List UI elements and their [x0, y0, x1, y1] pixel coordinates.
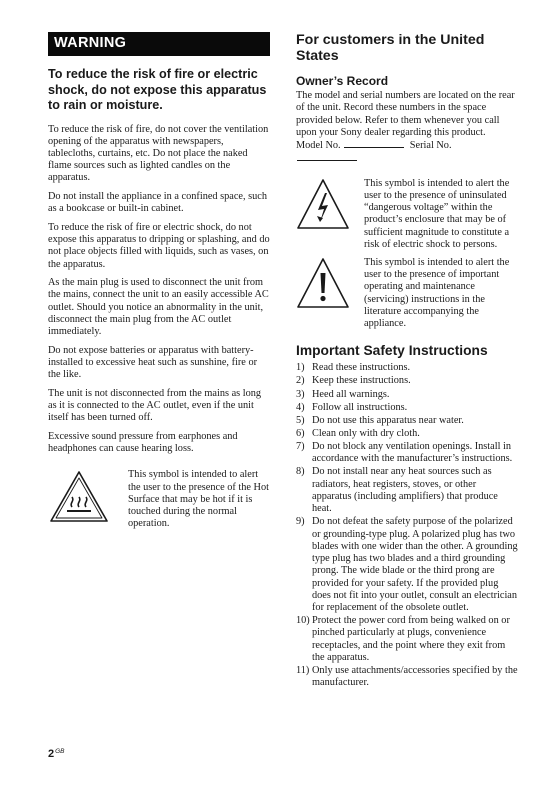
- item-text: Protect the power cord from being walked on or pinched particularly at plugs, convenience receptacles, and the point where they exit from the apparatus.: [312, 615, 510, 663]
- owners-record-heading: Owner’s Record: [296, 74, 389, 88]
- list-item: [296, 375, 518, 387]
- item-text: Do not install near any heat sources such as radiators, heat registers, stoves, or other apparatus (including amplifiers) that produce heat.: [312, 466, 498, 515]
- item-number: 5): [296, 414, 305, 426]
- item-text: Do not defeat the safety purpose of the polarized or grounding-type plug. A polarized plug has two blades with one wider than the other. A grounding type plug has two blades and a third grounding prong. The wide blade or the third prong are provided for your safety. If the provided plug does not fit into your outlet, consult an electrician for replacement of the obsolete outlet.: [312, 516, 518, 614]
- left-column: [48, 32, 270, 530]
- right-column: [296, 32, 518, 691]
- item-number: 7): [296, 441, 305, 453]
- owners-record-text: The model and serial numbers are located on the rear of the unit. Record these numbers in the space provided below. Refer to them whenever you call upon your Sony dealer regarding this product.: [296, 90, 515, 138]
- dangerous-voltage-notice: [296, 178, 518, 251]
- item-number: 8): [296, 466, 305, 478]
- warning-heading: To reduce the risk of fire or electric shock, do not expose this apparatus to rain or moisture.: [48, 67, 267, 112]
- model-label: Model No.: [296, 140, 341, 152]
- list-item: [296, 389, 518, 401]
- serial-label: Serial No.: [409, 140, 452, 152]
- lightning-bolt-warning-icon: [296, 178, 364, 239]
- item-text: Do not block any ventilation openings. Install in accordance with the manufacturer’s instructions.: [312, 441, 513, 465]
- warning-paragraph: Do not install the appliance in a confined space, such as a bookcase or built-in cabinet.: [48, 191, 268, 215]
- safety-instructions-list: [296, 362, 518, 689]
- item-number: 2): [296, 375, 305, 387]
- warning-banner: WARNING: [48, 32, 270, 56]
- item-number: 3): [296, 388, 305, 400]
- serial-number-blank: [297, 152, 357, 161]
- item-text: Clean only with dry cloth.: [312, 427, 420, 439]
- item-text: Read these instructions.: [312, 362, 411, 374]
- model-number-blank: [344, 139, 404, 148]
- warning-paragraph: As the main plug is used to disconnect the unit from the mains, connect the unit to an easily accessible AC outlet. Should you notice an abnormality in the unit, disconnect the main plug from the AC outlet immediately.: [48, 277, 269, 338]
- warning-paragraph: To reduce the risk of fire, do not cover the ventilation opening of the apparatus with newspapers, tablecloths, curtains, etc. Do not place the naked flame sources such as lighted candles on the apparatus.: [48, 123, 269, 184]
- list-item: [296, 615, 518, 664]
- list-item: [296, 415, 518, 427]
- page-number-value: 2: [48, 748, 55, 760]
- list-item: [296, 466, 518, 515]
- item-number: 10): [296, 615, 310, 627]
- item-number: 4): [296, 401, 305, 413]
- exclamation-warning-icon: [296, 257, 364, 318]
- item-text: Follow all instructions.: [312, 401, 408, 413]
- hot-surface-text: This symbol is intended to alert the user to the presence of the Hot Surface that may be hot if it is touched during the normal operation.: [128, 469, 269, 530]
- item-text: Heed all warnings.: [312, 388, 390, 400]
- item-number: 1): [296, 362, 305, 374]
- item-text: Keep these instructions.: [312, 375, 411, 387]
- list-item: [296, 402, 518, 414]
- hot-surface-warning-icon: [48, 469, 128, 530]
- list-item: [296, 362, 518, 374]
- item-text: Only use attachments/accessories specified by the manufacturer.: [312, 665, 518, 689]
- dangerous-voltage-text: This symbol is intended to alert the user to the presence of uninsulated “dangerous voltage” within the product’s enclosure that may be of sufficient magnitude to constitute a risk of electric shock to persons.: [364, 177, 510, 250]
- model-serial-line: [296, 139, 518, 166]
- page-number-suffix: GB: [55, 748, 65, 755]
- important-instructions-notice: [296, 257, 518, 330]
- hot-surface-notice: [48, 469, 270, 530]
- item-number: 11): [296, 665, 310, 677]
- safety-instructions-heading: Important Safety Instructions: [296, 343, 488, 359]
- important-instructions-text: This symbol is intended to alert the user to the presence of important operating and maintenance (servicing) instructions in the literature accompanying the appliance.: [364, 257, 510, 330]
- warning-paragraph: The unit is not disconnected from the mains as long as it is connected to the AC outlet, even if the unit itself has been turned off.: [48, 387, 262, 424]
- list-item: [296, 428, 518, 440]
- warning-paragraph: To reduce the risk of fire or electric shock, do not expose this apparatus to dripping or splashing, and do not place objects filled with liquids, such as vases, on the apparatus.: [48, 221, 270, 270]
- list-item: [296, 441, 518, 466]
- item-number: 6): [296, 427, 305, 439]
- warning-paragraph: Do not expose batteries or apparatus with battery-installed to excessive heat such as sunshine, fire or the like.: [48, 344, 258, 381]
- list-item: [296, 516, 518, 614]
- item-number: 9): [296, 516, 305, 528]
- customers-heading: For customers in the United States: [296, 32, 485, 64]
- item-text: Do not use this apparatus near water.: [312, 414, 464, 426]
- warning-paragraph: Excessive sound pressure from earphones and headphones can cause hearing loss.: [48, 430, 238, 455]
- list-item: [296, 665, 518, 690]
- page-number: [48, 748, 65, 760]
